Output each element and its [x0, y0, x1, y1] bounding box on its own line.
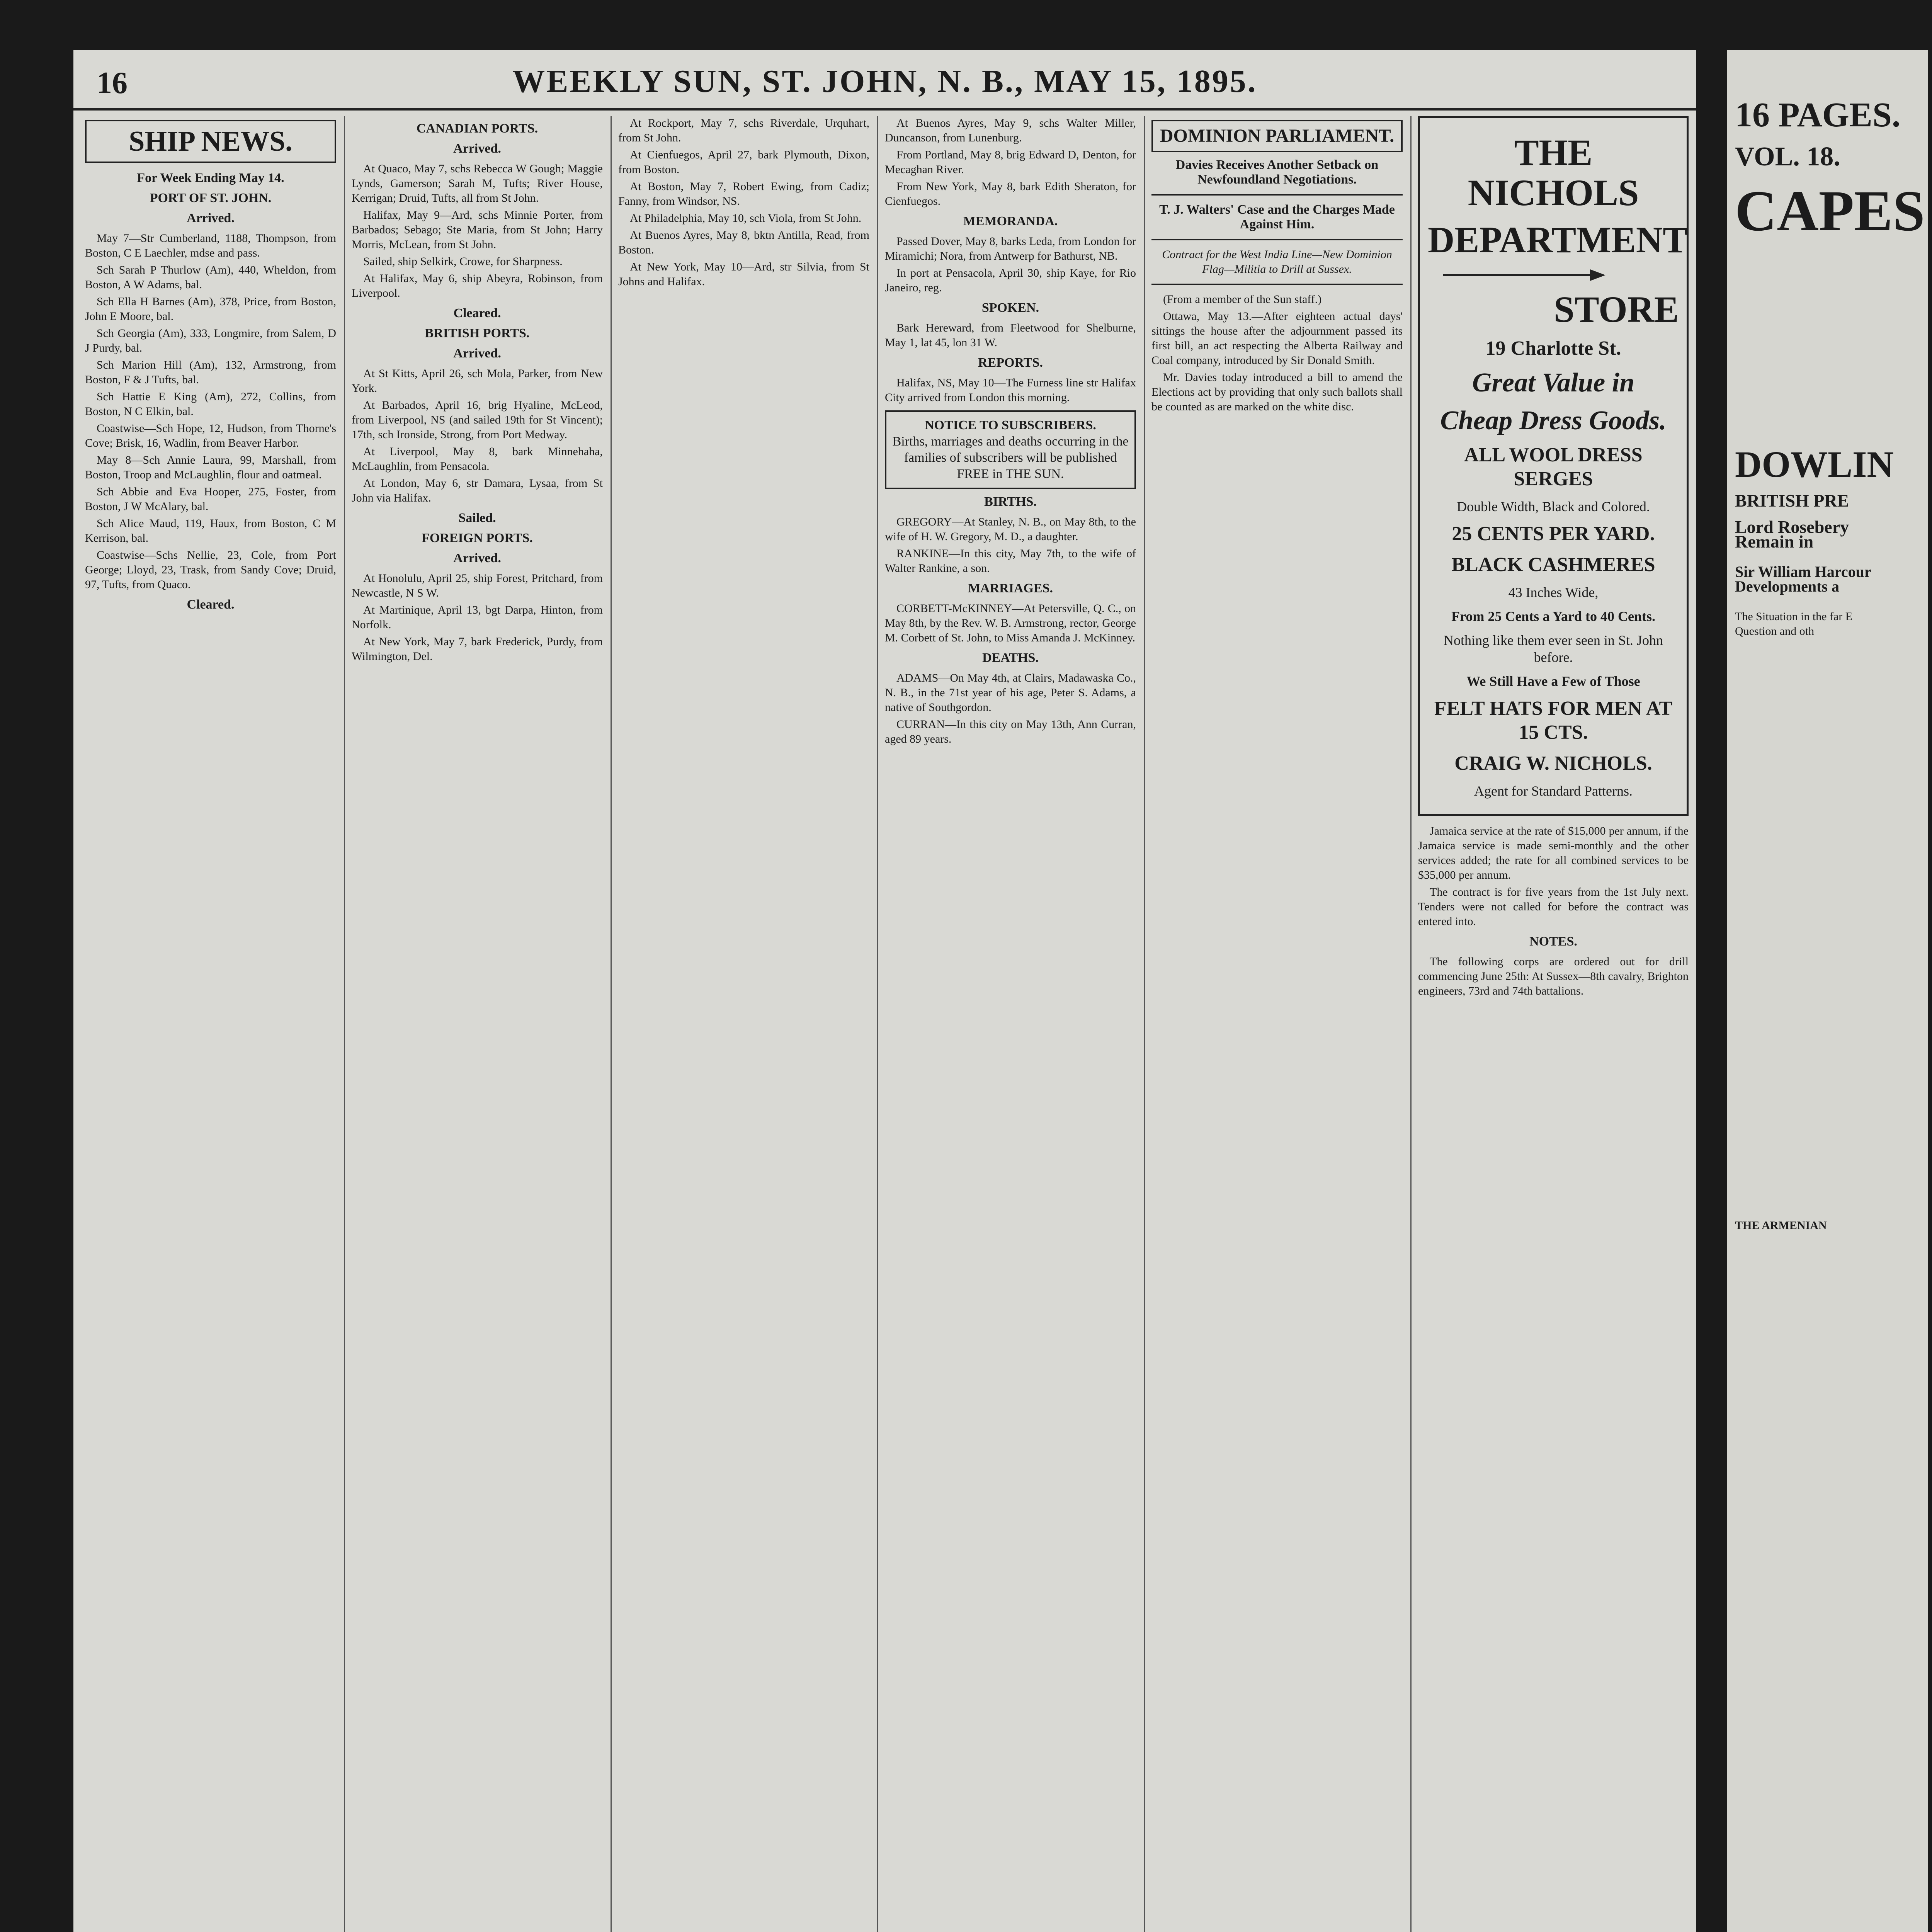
serges-price: 25 CENTS PER YARD. — [1452, 523, 1655, 545]
birth-entry: GREGORY—At Stanley, N. B., on May 8th, to the wife of H. W. Gregory, M. D., a daughter. — [885, 515, 1136, 543]
column-advertisement — [1418, 116, 1689, 1932]
column-ports-continued — [618, 116, 869, 1932]
port-entry: From New York, May 8, bark Edith Sheraton, for Cienfuegos. — [885, 180, 1136, 207]
ship-news-heading: SHIP NEWS. — [85, 120, 336, 163]
store-name-line: THE NICHOLS — [1468, 132, 1639, 213]
british-ports-heading: BRITISH PORTS. — [425, 326, 530, 340]
ship-news-cleared: Cleared. — [187, 597, 235, 612]
dominion-subhead: T. J. Walters' Case and the Charges Made Against Him. — [1159, 202, 1395, 231]
column-ports — [352, 116, 603, 1932]
memoranda-heading: MEMORANDA. — [963, 214, 1058, 228]
felt-hats: FELT HATS FOR MEN AT 15 CTS. — [1434, 697, 1673, 743]
nichols-advertisement — [1418, 116, 1689, 816]
pages-badge: 16 PAGES. — [1735, 96, 1901, 134]
newspaper-page — [73, 50, 1696, 1932]
ship-entry: Sch Abbie and Eva Hooper, 275, Foster, from Boston, J W McAlary, bal. — [85, 485, 336, 513]
port-entry: Halifax, May 9—Ard, schs Minnie Porter, from Barbados; Sebago; Ste Maria, from St John; Harry Morris, McLean, from St John. — [352, 209, 603, 251]
port-entry: Sailed, ship Selkirk, Crowe, for Sharpness. — [363, 255, 563, 268]
port-entry: From Portland, May 8, brig Edward D, Denton, for Mecaghan River. — [885, 148, 1136, 176]
store-address: 19 Charlotte St. — [1485, 337, 1621, 359]
ship-entry: Sch Ella H Barnes (Am), 378, Price, from Boston, John E Moore, bal. — [85, 295, 336, 323]
headline-line: THE ARMENIAN — [1735, 1219, 1827, 1232]
column-divider — [1410, 116, 1412, 1932]
ship-entry: Sch Hattie E King (Am), 272, Collins, from Boston, N C Elkin, bal. — [85, 390, 336, 418]
divider — [1151, 284, 1403, 285]
marriages-heading: MARRIAGES. — [968, 581, 1053, 595]
headline-line: Lord Rosebery — [1735, 517, 1849, 537]
dominion-paragraph: Mr. Davies today introduced a bill to amend the Elections act by providing that only such ballots shall be counted as are marked on the white disc. — [1151, 371, 1403, 413]
headline-line: Developments a — [1735, 578, 1839, 595]
port-entry: At Buenos Ayres, May 9, schs Walter Miller, Duncanson, from Lunenburg. — [885, 117, 1136, 144]
port-entry: At Buenos Ayres, May 8, bktn Antilla, Read, from Boston. — [618, 229, 869, 256]
page-title: WEEKLY SUN, ST. JOHN, N. B., MAY 15, 1895. — [512, 63, 1257, 99]
headline-line: BRITISH PRE — [1735, 491, 1849, 510]
cashmeres-price: From 25 Cents a Yard to 40 Cents. — [1451, 609, 1655, 624]
ship-entry: May 7—Str Cumberland, 1188, Thompson, from Boston, C E Laechler, mdse and pass. — [85, 232, 336, 259]
adjacent-page — [1727, 50, 1928, 1932]
dominion-paragraph: (From a member of the Sun staff.) — [1163, 293, 1322, 306]
dominion-heading: DOMINION PARLIAMENT. — [1151, 120, 1403, 152]
foreign-ports-arrived: Arrived. — [453, 551, 501, 565]
article-paragraph: Jamaica service at the rate of $15,000 per annum, if the Jamaica service is made semi-monthly and the other services added; the rate for all combined services to be $35,000 per annum. — [1418, 825, 1689, 881]
column-divider — [611, 116, 612, 1932]
ship-entry: May 8—Sch Annie Laura, 99, Marshall, from Boston, Troop and McLaughlin, flour and oatmeal. — [85, 454, 336, 481]
port-entry: At Cienfuegos, April 27, bark Plymouth, Dixon, from Boston. — [618, 148, 869, 176]
dowling-headline: DOWLIN — [1735, 444, 1894, 485]
masthead — [73, 50, 1696, 111]
canadian-ports-arrived: Arrived. — [453, 141, 501, 156]
port-entry: At London, May 6, str Damara, Lysaa, from St John via Halifax. — [352, 477, 603, 504]
notes-entry: The following corps are ordered out for drill commencing June 25th: At Sussex—8th cavalry, Brighton engineers, 73rd and 74th battalions. — [1418, 955, 1689, 997]
port-entry: At Rockport, May 7, schs Riverdale, Urquhart, from St John. — [618, 117, 869, 144]
volume: VOL. 18. — [1735, 142, 1840, 172]
page-number: 16 — [97, 66, 128, 100]
ship-entry: Sch Georgia (Am), 333, Longmire, from Salem, D J Purdy, bal. — [85, 327, 336, 354]
port-entry: At New York, May 10—Ard, str Silvia, from St Johns and Halifax. — [618, 260, 869, 288]
ship-entry: Sch Marion Hill (Am), 132, Armstrong, from Boston, F & J Tufts, bal. — [85, 359, 336, 386]
spoken-entry: Bark Hereward, from Fleetwood for Shelburne, May 1, lat 45, lon 31 W. — [885, 321, 1136, 349]
birth-entry: RANKINE—In this city, May 7th, to the wife of Walter Rankine, a son. — [885, 547, 1136, 575]
slogan: Great Value in — [1472, 368, 1635, 398]
ship-entry: Coastwise—Sch Hope, 12, Hudson, from Thorne's Cove; Brisk, 16, Wadlin, from Beaver Harbor. — [85, 422, 336, 449]
memoranda-entry: In port at Pensacola, April 30, ship Kaye, for Rio Janeiro, reg. — [885, 267, 1136, 294]
cashmeres-title: BLACK CASHMERES — [1451, 554, 1655, 576]
memoranda-entry: Passed Dover, May 8, barks Leda, from London for Miramichi; Nora, from Antwerp for Bathurst, NB. — [885, 235, 1136, 262]
cashmeres-sub: 43 Inches Wide, — [1508, 585, 1599, 600]
proprietor-name: CRAIG W. NICHOLS. — [1454, 752, 1652, 774]
slogan: Cheap Dress Goods. — [1440, 406, 1667, 435]
capes-ad-title: CAPES — [1735, 179, 1925, 243]
port-entry: At Boston, May 7, Robert Ewing, from Cadiz; Fanny, from Windsor, NS. — [618, 180, 869, 207]
notes-heading: NOTES. — [1529, 934, 1577, 949]
ship-entry: Coastwise—Schs Nellie, 23, Cole, from Port George; Lloyd, 23, Trask, from Sandy Cove; Druid, 97, Tufts, from Quaco. — [85, 549, 336, 591]
births-heading: BIRTHS. — [984, 495, 1037, 509]
marriage-entry: CORBETT-McKINNEY—At Petersville, Q. C., on May 8th, by the Rev. W. B. Armstrong, rector, George M. Corbett of St. John, to Miss Amanda J. McKinney. — [885, 602, 1136, 644]
ship-entry: Sch Sarah P Thurlow (Am), 440, Wheldon, from Boston, A W Adams, bal. — [85, 264, 336, 291]
column-dominion — [1151, 116, 1403, 1932]
ship-news-port: PORT OF ST. JOHN. — [150, 191, 272, 205]
subscriber-notice — [885, 410, 1136, 489]
dominion-paragraph: Ottawa, May 13.—After eighteen actual days' sittings the house after the adjournment passed its first bill, an act respecting the Alberta Railway and Coal company, introduced by Sir Donald Smith. — [1151, 310, 1403, 367]
port-entry: At Halifax, May 6, ship Abeyra, Robinson, from Liverpool. — [352, 272, 603, 299]
death-entry: ADAMS—On May 4th, at Clairs, Madawaska Co., N. B., in the 71st year of his age, Peter S. Adams, a native of Southgordon. — [885, 672, 1136, 714]
headline-line: Remain in — [1735, 532, 1814, 551]
store-name-line: DEPARTMENT — [1428, 219, 1688, 260]
british-ports-arrived: Arrived. — [453, 346, 501, 361]
reports-entry: Halifax, NS, May 10—The Furness line str Halifax City arrived from London this morning. — [885, 376, 1136, 404]
divider — [1151, 239, 1403, 240]
canadian-ports-cleared: Cleared. — [453, 306, 501, 320]
port-entry: At New York, May 7, bark Frederick, Purdy, from Wilmington, Del. — [352, 635, 603, 663]
ship-news-arrived: Arrived. — [187, 211, 235, 225]
spoken-heading: SPOKEN. — [981, 301, 1039, 315]
agent-line: Agent for Standard Patterns. — [1474, 783, 1633, 799]
ship-news-week: For Week Ending May 14. — [137, 171, 284, 185]
headline-line: The Situation in the far E — [1735, 610, 1853, 623]
reports-heading: REPORTS. — [978, 355, 1043, 370]
column-divider — [877, 116, 878, 1932]
deaths-heading: DEATHS. — [982, 651, 1039, 665]
article-paragraph: The contract is for five years from the 1st July next. Tenders were not called for before the contract was entered into. — [1418, 886, 1689, 928]
port-entry: At Liverpool, May 8, bark Minnehaha, McLaughlin, from Pensacola. — [352, 445, 603, 473]
headline-line: Question and oth — [1735, 625, 1814, 638]
port-entry: At Philadelphia, May 10, sch Viola, from St John. — [630, 212, 862, 224]
notice-title: NOTICE TO SUBSCRIBERS. — [925, 418, 1096, 432]
port-entry: At St Kitts, April 26, sch Mola, Parker, from New York. — [352, 367, 603, 395]
felt-hats-intro: We Still Have a Few of Those — [1466, 673, 1640, 689]
store-name-line: STORE — [1554, 289, 1679, 330]
port-entry: At Barbados, April 16, brig Hyaline, McLeod, from Liverpool, NS (and sailed 19th for St Vincent); 17th, sch Ironside, Strong, from Port Medway. — [352, 399, 603, 441]
canadian-ports-heading: CANADIAN PORTS. — [416, 121, 538, 136]
serges-sub: Double Width, Black and Colored. — [1457, 499, 1650, 514]
column-memoranda — [885, 116, 1136, 1932]
cashmeres-note: Nothing like them ever seen in St. John before. — [1444, 633, 1663, 665]
column-divider — [344, 116, 345, 1932]
dominion-subhead: Davies Receives Another Setback on Newfoundland Negotiations. — [1175, 158, 1379, 187]
foreign-ports-heading: FOREIGN PORTS. — [422, 531, 533, 545]
port-entry: At Quaco, May 7, schs Rebecca W Gough; Maggie Lynds, Gamerson; Sarah M, Tufts; River House, Kerrigan; Druid, Tufts, all from St John. — [352, 162, 603, 204]
headline-line: Sir William Harcour — [1735, 563, 1871, 580]
serges-title: ALL WOOL DRESS SERGES — [1464, 444, 1643, 490]
port-entry: At Martinique, April 13, bgt Darpa, Hinton, from Norfolk. — [352, 604, 603, 631]
divider — [1151, 194, 1403, 196]
death-entry: CURRAN—In this city on May 13th, Ann Curran, aged 89 years. — [885, 718, 1136, 745]
column-ship-news — [85, 116, 336, 1932]
ship-entry: Sch Alice Maud, 119, Haux, from Boston, C M Kerrison, bal. — [85, 517, 336, 544]
capes-ad-body — [1727, 242, 1928, 435]
british-ports-sailed: Sailed. — [458, 511, 496, 525]
dominion-subhead: Contract for the West India Line—New Dominion Flag—Militia to Drill at Sussex. — [1162, 248, 1392, 276]
column-divider — [1144, 116, 1145, 1932]
port-entry: At Honolulu, April 25, ship Forest, Pritchard, from Newcastle, N S W. — [352, 572, 603, 599]
notice-body: Births, marriages and deaths occurring in the families of subscribers will be published FREE in THE SUN. — [892, 434, 1129, 481]
arrow-icon — [1428, 267, 1679, 282]
